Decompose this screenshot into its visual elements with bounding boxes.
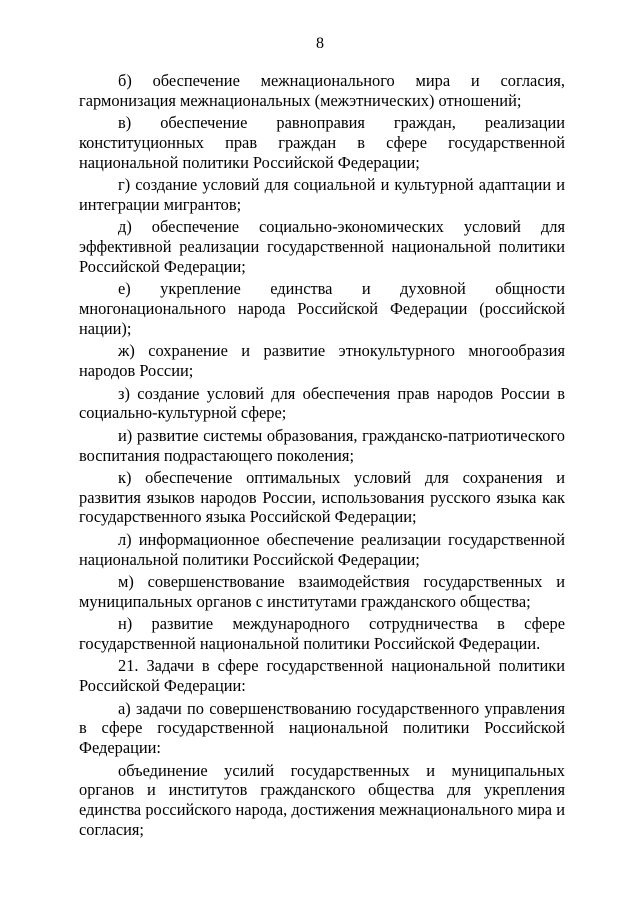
paragraph-m: м) совершенствование взаимодействия государственных и муниципальных органов с институтами гражданского общества; <box>79 572 565 611</box>
paragraph-a: а) задачи по совершенствованию государственного управления в сфере государственной национальной политики Российской Федерации: <box>79 698 565 758</box>
section-21-heading: 21. Задачи в сфере государственной национальной политики Российской Федерации: <box>79 656 565 696</box>
page-number: 8 <box>316 35 324 52</box>
paragraph-e: е) укрепление единства и духовной общности многонационального народа Российской Федерации (российской нации); <box>79 279 565 338</box>
paragraph-l: л) информационное обеспечение реализации государственной национальной политики Российской Федерации; <box>79 529 565 569</box>
paragraph-i: и) развитие системы образования, гражданско-патриотического воспитания подрастающего поколения; <box>79 425 565 465</box>
paragraph-n: н) развитие международного сотрудничества в сфере государственной национальной политики Российской Федерации. <box>79 614 565 654</box>
paragraph-g: г) создание условий для социальной и культурной адаптации и интеграции мигрантов; <box>79 175 565 214</box>
paragraph-unification: объединение усилий государственных и муниципальных органов и институтов гражданского общества для укрепления единства российского народа, достижения межнационального мира и согласия; <box>79 760 565 839</box>
paragraph-zh: ж) сохранение и развитие этнокультурного многообразия народов России; <box>79 341 565 381</box>
paragraph-d: д) обеспечение социально-экономических условий для эффективной реализации государственной национальной политики Российской Федерации; <box>79 217 565 276</box>
paragraph-k: к) обеспечение оптимальных условий для сохранения и развития языков народов России, использования русского языка как государственного языка Российской Федерации; <box>79 467 565 527</box>
document-body <box>79 71 565 842</box>
paragraph-b: б) обеспечение межнационального мира и согласия, гармонизация межнациональных (межэтнических) отношений; <box>79 71 565 110</box>
paragraph-z: з) создание условий для обеспечения прав народов России в социально-культурной сфере; <box>79 383 565 423</box>
paragraph-v: в) обеспечение равноправия граждан, реализации конституционных прав граждан в сфере государственной национальной политики Российской Федерации; <box>79 113 565 172</box>
